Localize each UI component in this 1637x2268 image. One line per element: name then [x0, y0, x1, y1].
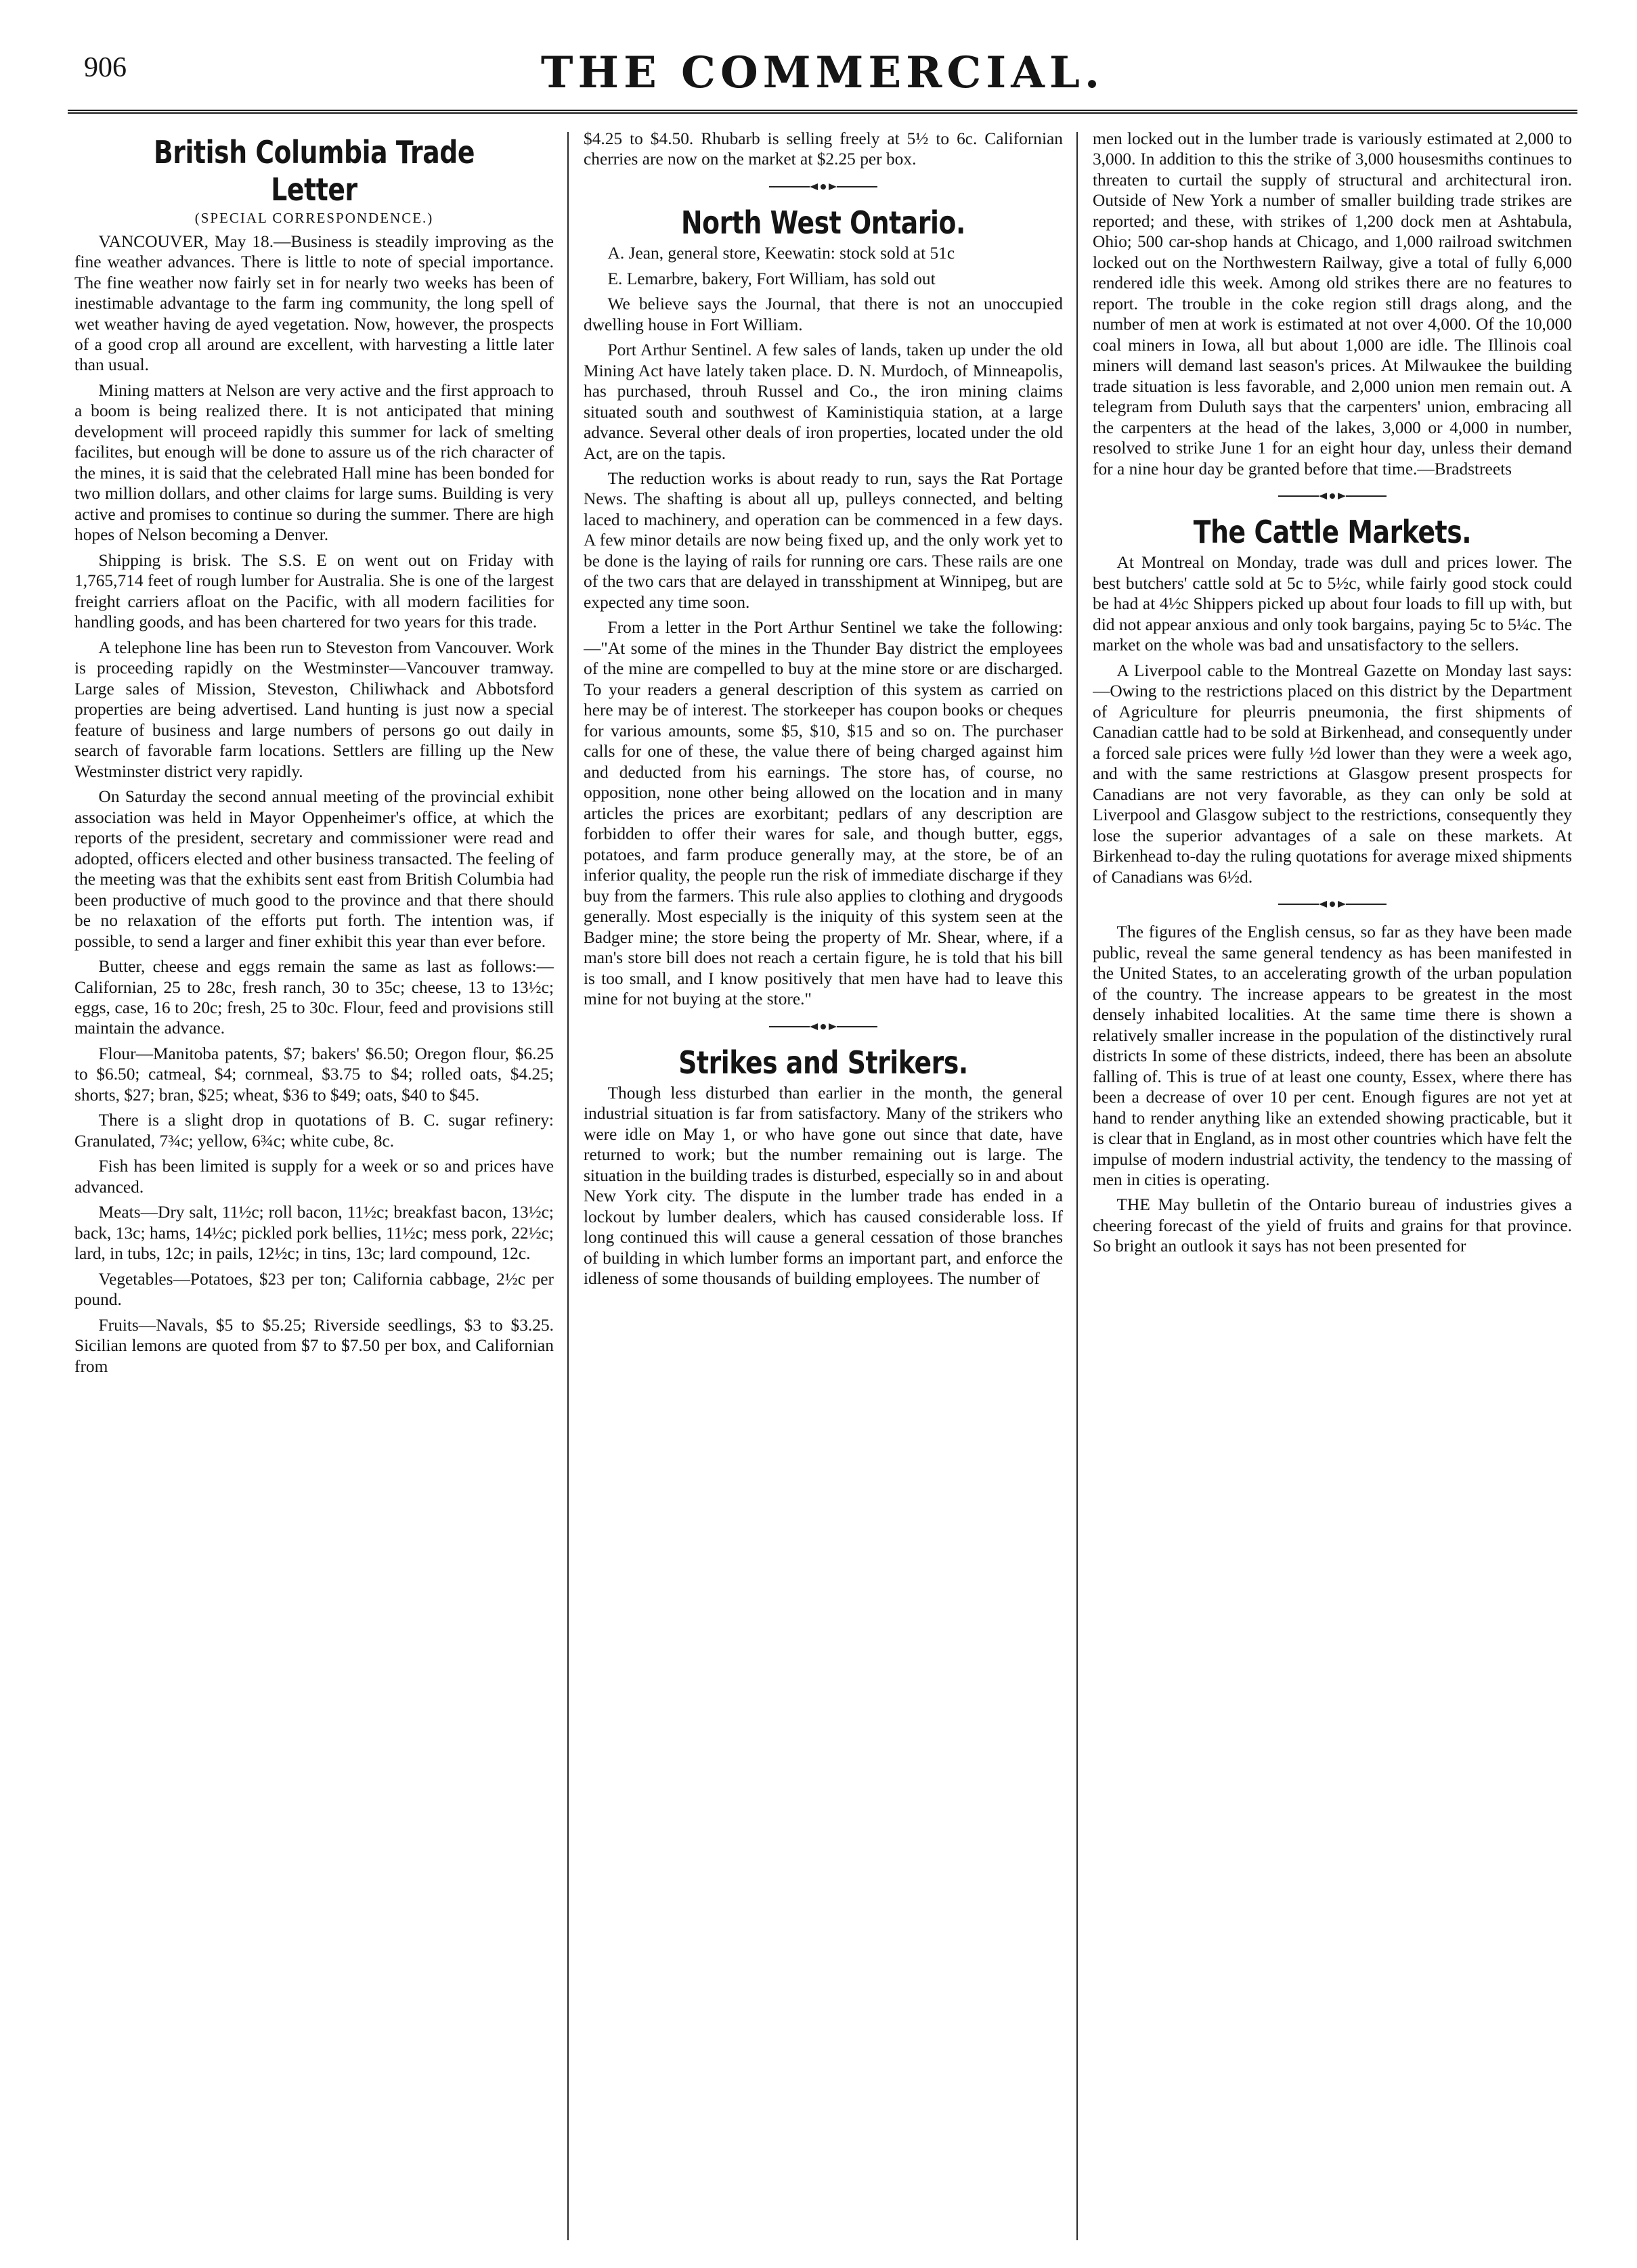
article-paragraph: A. Jean, general store, Keewatin: stock sold at 51c	[607, 244, 955, 263]
article-paragraph: A Liverpool cable to the Montreal Gazette on Monday last says:—Owing to the restrictions placed on this district by the Department of Agriculture for pleurris pneumonia, the first shipments of Canadian cattle had to be sold at Birkenhead, and consequently under a forced sale prices were fully ½d lower than they were a week ago, and with the same restrictions at Glasgow present prospects for Canadians are not very favorable, as they can only be sold at Liverpool and Glasgow subject to the restrictions, consequently they lose the superior advantages of a sale on these markets. At Birkenhead to-day the ruling quotations for average mixed shipments of Canadians was 6½d.	[1093, 661, 1572, 887]
correspondence-note: (SPECIAL CORRESPONDENCE.)	[194, 210, 434, 227]
article-paragraph: VANCOUVER, May 18.—Business is steadily improving as the fine weather advances. There is little to note of special importance. The fine weather now fairly set in for nearly two weeks has been of inestimable advantage to the farm ing community, the long spell of wet weather having de ayed vegetation. Now, however, the prospects of a good crop all around are excellent, with harvesting a little later than usual.	[74, 231, 554, 375]
section-heading: British Columbia Trade Letter	[153, 134, 475, 208]
column-1	[74, 129, 554, 2244]
ornament-divider	[1093, 484, 1572, 508]
column-rule	[1076, 132, 1078, 2240]
journal-title: THE COMMERCIAL.	[540, 47, 1105, 98]
section-heading: Strikes and Strikers.	[678, 1044, 968, 1081]
ornament-divider	[584, 175, 1063, 199]
article-paragraph: Fruits—Navals, $5 to $5.25; Riverside seedlings, $3 to $3.25. Sicilian lemons are quoted from $7 to $7.50 per box, and Californian from	[74, 1315, 554, 1376]
article-paragraph: Butter, cheese and eggs remain the same as last as follows:— Californian, 25 to 28c, fresh ranch, 30 to 35c; cheese, 13 to 13½c; eggs, case, 16 to 20c; fresh, 25 to 30c. Flour, feed and provisions still maintain the advance.	[74, 957, 554, 1038]
article-paragraph: There is a slight drop in quotations of B. C. sugar refinery: Granulated, 7¾c; yellow, 6¾c; white cube, 8c.	[74, 1111, 554, 1151]
ornament-divider	[1093, 892, 1572, 916]
ornament-icon	[762, 1020, 884, 1033]
article-paragraph: men locked out in the lumber trade is variously estimated at 2,000 to 3,000. In addition to this the strike of 3,000 housesmiths continues to threaten to curtail the supply of structural and architectural iron. Outside of New York a number of smaller building trade strikes are reported; and these, with strikes of 1,200 dock men at Ashtabula, Ohio; 500 car-shop hands at Chicago, and 1,000 railroad switchmen locked out on the Northwestern Railway, give a total of fully 6,000 rendered idle this week. Among old strikes there are no features to report. The trouble in the coke region still drags along, and the number of men at work is estimated at not over 4,000. Of the 10,000 coal miners in Iowa, all but about 1,000 are idle. The Illinois coal miners will demand last season's prices. At Milwaukee the building trade situation is less favorable, and 2,000 union men remain out. A telegram from Duluth says that the carpenters' union, embracing all the carpenters at the head of the lakes, 3,000 or 4,000 in number, resolved to strike June 1 for an eight hour day, unless their demand for a nine hour day be granted before that time.—Bradstreets	[1093, 129, 1572, 479]
article-paragraph: From a letter in the Port Arthur Sentinel we take the following:—"At some of the mines in the Thunder Bay district the employees of the mine are compelled to buy at the mine store or are discharged. To your readers a general description of this system as carried on here may be of interest. The storkeeper has coupon books or cheques for various amounts, some $5, $10, $15 and so on. The purchaser calls for one of these, the value there of being charged against him and deducted from his earnings. The store has, of course, no opposition, none other being allowed on the location and in many articles the prices are exorbitant; pedlars of any description are forbidden to offer their wares for sale, and though butter, eggs, potatoes, and farm produce generally may, at the store, be of an inferior quality, the people run the risk of immediate discharge if they buy from the farmers. This rule also applies to clothing and drygoods generally. Most especially is the iniquity of this system seen at the Badger mine; the store being the property of Mr. Shear, where, if a man's store bill does not reach a certain figure, he is told that his bill is too small, and I know positively that men have had to leave this mine for not buying at the store."	[584, 618, 1063, 1009]
page-number: 906	[84, 52, 127, 83]
article-paragraph: On Saturday the second annual meeting of the provincial exhibit association was held in Mayor Oppenheimer's office, at which the reports of the president, secretary and commissioner were read and adopted, officers elected and other business transacted. The feeling of the meeting was that the exhibits sent east from British Columbia had been productive of much good to the province and that there should be no relaxation of the efforts put forth. The intention was, if possible, to send a larger and finer exhibit this year than ever before.	[74, 787, 554, 951]
ornament-icon	[762, 180, 884, 194]
section-heading: The Cattle Markets.	[1193, 514, 1472, 551]
article-paragraph: The figures of the English census, so far as they have been made public, reveal the same general tendency as has been manifested in the United States, to an accelerating growth of the urban population of the country. The increase appears to be greatest in the most densely inhabited localities. At the same time there is shown a relatively smaller increase in the population of the distinctively rural districts In some of these districts, indeed, there has been an absolute falling of. This is true of at least one county, Essex, where there has been a decrease of over 10 per cent. Enough figures are not yet at hand to render anything like an extended showing practicable, but it is clear that in England, as in most other countries which have felt the impulse of modern industrial activity, the tendency to the massing of men in cities is operating.	[1093, 922, 1572, 1189]
article-paragraph: Flour—Manitoba patents, $7; bakers' $6.50; Oregon flour, $6.25 to $6.50; catmeal, $4; cornmeal, $3.75 to $4; rolled oats, $4.25; shorts, $27; bran, $25; wheat, $36 to $49; oats, $40 to $45.	[74, 1044, 554, 1105]
article-paragraph: THE May bulletin of the Ontario bureau of industries gives a cheering forecast of the yield of fruits and grains for that province. So bright an outlook it says has not been presented for	[1093, 1195, 1572, 1256]
article-paragraph: Port Arthur Sentinel. A few sales of lands, taken up under the old Mining Act have lately taken place. D. N. Murdoch, of Minneapolis, has purchased, throuh Russel and Co., the iron mining claims situated south and southwest of Kaministiquia station, at a large advance. Several other deals of iron properties, located under the old Act, are on the tapis.	[584, 340, 1063, 463]
ornament-divider	[584, 1015, 1063, 1039]
article-paragraph: We believe says the Journal, that there is not an unoccupied dwelling house in Fort William.	[584, 294, 1063, 334]
article-paragraph: The reduction works is about ready to run, says the Rat Portage News. The shafting is about all up, pulleys connected, and belting laced to machinery, and operation can be commenced in a few days. A few minor details are now being fixed up, and the only work yet to be done is the laying of rails for running ore cars. These rails are one of the two cars that are delayed in transshipment at Winnipeg, but are expected any time soon.	[584, 469, 1063, 612]
section-heading: North West Ontario.	[681, 204, 965, 241]
article-paragraph: Shipping is brisk. The S.S. E on went out on Friday with 1,765,714 feet of rough lumber for Australia. She is one of the largest freight carriers afloat on the Pacific, with all modern facilities for handling goods, and has been chartered for two years for this trade.	[74, 550, 554, 632]
article-paragraph: At Montreal on Monday, trade was dull and prices lower. The best butchers' cattle sold at 5c to 5½c, while fairly good stock could be had at 4½c Shippers picked up about four loads to fill up with, but did not appear anxious and only took bargains, paying 5c to 5¼c. The market on the whole was bad and unsatisfactory to the sellers.	[1093, 553, 1572, 655]
article-paragraph: A telephone line has been run to Steveston from Vancouver. Work is proceeding rapidly on the Westminster—Vancouver tramway. Large sales of Mission, Steveston, Chiliwhack and Abbotsford properties are being advertised. Land hunting is just now a special feature of business and large numbers of persons go out daily in search of favorable farm locations. Settlers are filling up the New Westminster district very rapidly.	[74, 638, 554, 781]
article-paragraph: Fish has been limited is supply for a week or so and prices have advanced.	[74, 1157, 554, 1197]
column-rule	[567, 132, 569, 2240]
article-paragraph: Mining matters at Nelson are very active and the first approach to a boom is being realized there. It is not anticipated that mining development will proceed rapidly this summer for lack of smelting facilites, but enough will be done to assure us of the rich character of the mines, it is said that the celebrated Hall mine has been bonded for two million dollars, and other claims for large sums. Building is very active and promises to continue so during the summer. There are high hopes of Nelson becoming a Denver.	[74, 380, 554, 545]
column-3	[1093, 129, 1572, 2244]
article-paragraph: $4.25 to $4.50. Rhubarb is selling freely at 5½ to 6c. Californian cherries are now on the market at $2.25 per box.	[584, 129, 1063, 169]
ornament-icon	[1271, 897, 1393, 911]
column-2	[584, 129, 1063, 2244]
article-paragraph: Though less disturbed than earlier in the month, the general industrial situation is far from satisfactory. Many of the strikers who were idle on May 1, or who have gone out since that date, have returned to work; but the number remaining out is large. The situation in the building trades is disturbed, especially so in and about New York city. The dispute in the lumber trade has ended in a lockout by lumber dealers, which has caused considerable loss. If long continued this will cause a general cessation of those branches of building in which lumber forms an important part, and enforce the idleness of some thousands of building employees. The number of	[584, 1083, 1063, 1289]
article-paragraph: Meats—Dry salt, 11½c; roll bacon, 11½c; breakfast bacon, 13½c; back, 13c; hams, 14½c; pickled pork bellies, 11½c; mess pork, 22½c; lard, in tubs, 12c; in pails, 12½c; in tins, 13c; lard compound, 12c.	[74, 1203, 554, 1264]
masthead	[68, 35, 1577, 114]
ornament-icon	[1271, 489, 1393, 503]
article-paragraph: E. Lemarbre, bakery, Fort William, has sold out	[607, 269, 936, 288]
article-paragraph: Vegetables—Potatoes, $23 per ton; California cabbage, 2½c per pound.	[74, 1269, 554, 1310]
